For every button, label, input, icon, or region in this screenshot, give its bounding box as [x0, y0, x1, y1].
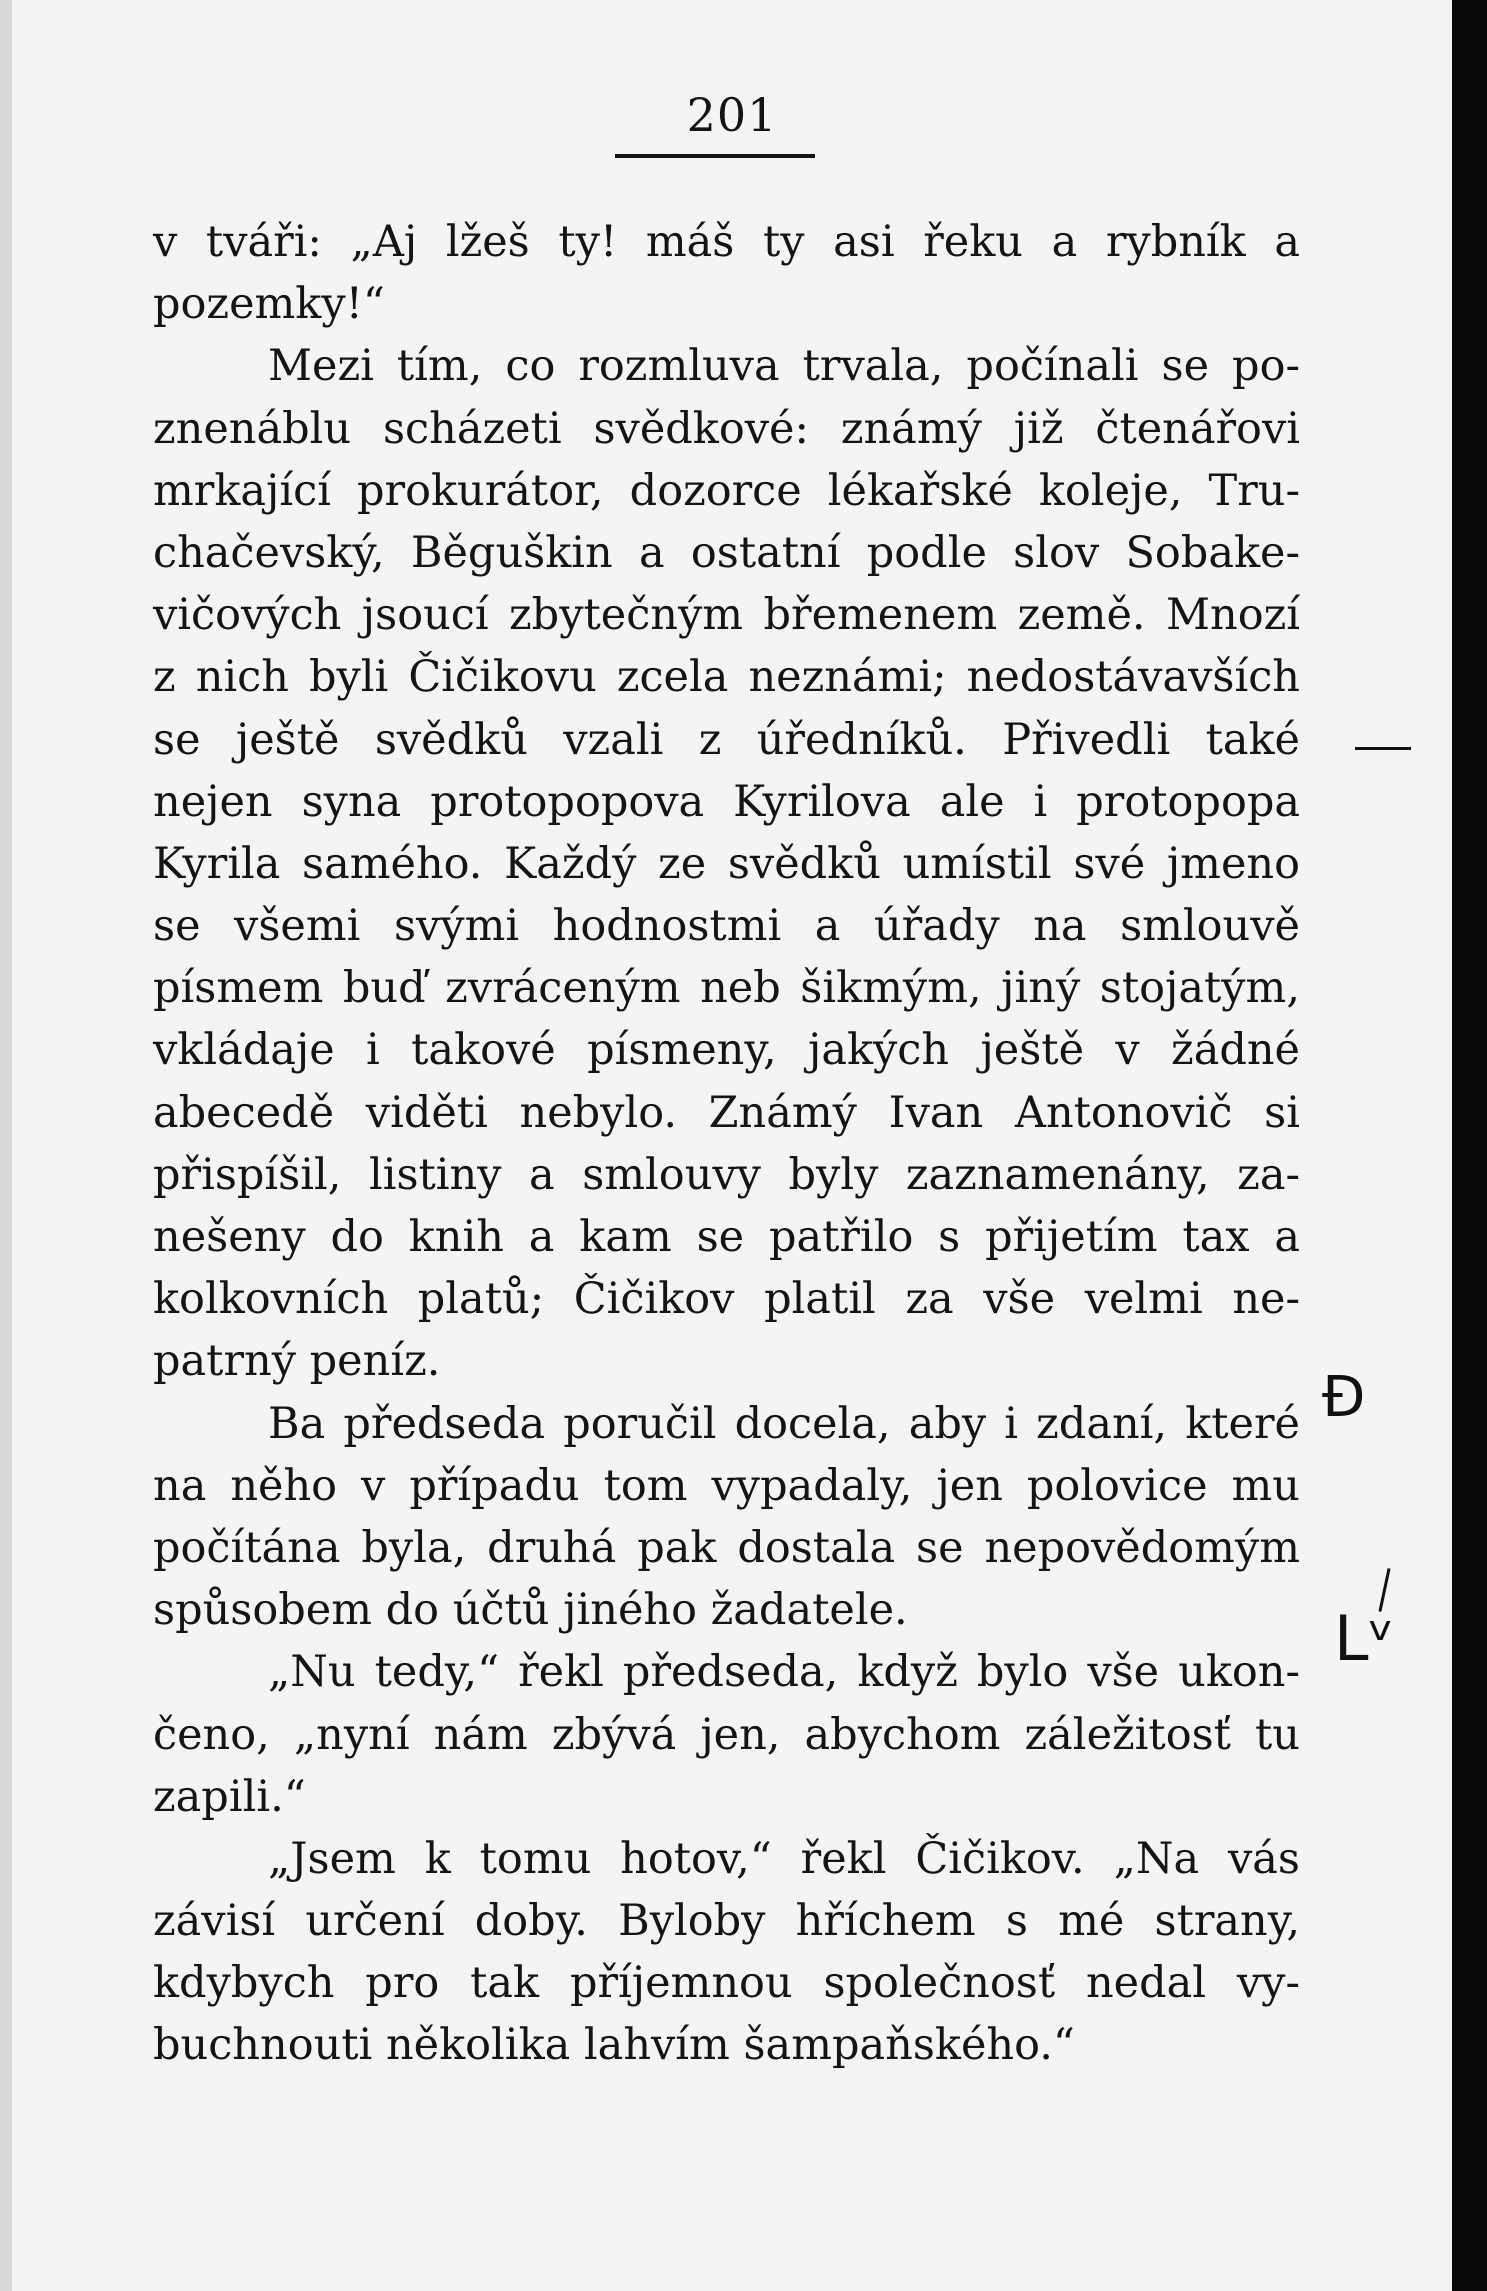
margin-handwritten-l-mark: Lᵛ	[1334, 1602, 1395, 1675]
text-line: Mezi tím, co rozmluva trvala, počínali se po-	[268, 341, 1300, 392]
text-line: „Nu tedy,“ řekl předseda, když bylo vše ukon-	[268, 1647, 1300, 1698]
text-line: počítána byla, druhá pak dostala se nepovědomým	[153, 1522, 1300, 1573]
text-line: na něho v případu tom vypadaly, jen polovice mu	[153, 1460, 1300, 1511]
text-line: z nich byli Čičikovu zcela neznámi; nedostávavších	[153, 652, 1300, 703]
text-line: nešeny do knih a kam se patřilo s přijetím tax a	[153, 1212, 1300, 1262]
text-line: vičových jsoucí zbytečným břemenem země. Mnozí	[153, 590, 1300, 641]
margin-handwritten-d-mark: Ð	[1322, 1365, 1366, 1430]
scan-left-border	[0, 0, 12, 2291]
scan-right-border	[1452, 0, 1487, 2291]
text-line: se ještě svědků vzali z úředníků. Přivedli také	[153, 714, 1300, 765]
text-line: písmem buď zvráceným neb šikmým, jiný stojatým,	[153, 963, 1300, 1014]
margin-dash-mark	[1355, 747, 1411, 750]
text-line: přispíšil, listiny a smlouvy byly zaznamenány, za-	[153, 1149, 1300, 1200]
text-line: abecedě viděti nebylo. Známý Ivan Antonovič si	[153, 1087, 1300, 1138]
text-line: v tváři: „Aj lžeš ty! máš ty asi řeku a rybník a	[153, 217, 1300, 267]
header-rule	[615, 154, 815, 158]
text-line: Ba předseda poručil docela, aby i zdaní, které	[268, 1398, 1300, 1449]
text-line: závisí určení doby. Byloby hříchem s mé strany,	[153, 1896, 1300, 1947]
text-line: znenáblu scházeti svědkové: známý již čtenářovi	[153, 403, 1300, 454]
text-line: pozemky!“	[153, 279, 385, 330]
text-line: čeno, „nyní nám zbývá jen, abychom záležitosť tu	[153, 1709, 1300, 1760]
text-line: mrkající prokurátor, dozorce lékařské koleje, Tru-	[153, 465, 1300, 516]
text-line: zapili.“	[153, 1771, 306, 1822]
text-line: „Jsem k tomu hotov,“ řekl Čičikov. „Na vás	[268, 1833, 1300, 1884]
text-line: Kyrila samého. Každý ze svědků umístil své jmeno	[153, 838, 1300, 889]
body-text	[153, 211, 1300, 2077]
text-line: buchnouti několika lahvím šampaňského.“	[153, 2020, 1075, 2071]
text-line: kdybych pro tak příjemnou společnosť nedal vy-	[153, 1958, 1300, 2009]
page-number: 201	[686, 88, 778, 142]
text-line: chačevský, Běguškin a ostatní podle slov Sobake-	[153, 527, 1300, 578]
text-line: kolkovních platů; Čičikov platil za vše velmi ne-	[153, 1274, 1300, 1325]
book-page	[12, 0, 1452, 2291]
text-line: nejen syna protopopova Kyrilova ale i protopopa	[153, 776, 1300, 827]
text-line: se všemi svými hodnostmi a úřady na smlouvě	[153, 901, 1300, 952]
text-line: vkládaje i takové písmeny, jakých ještě v žádné	[153, 1025, 1300, 1076]
text-line: patrný peníz.	[153, 1336, 441, 1387]
text-line: spůsobem do účtů jiného žadatele.	[153, 1585, 908, 1636]
